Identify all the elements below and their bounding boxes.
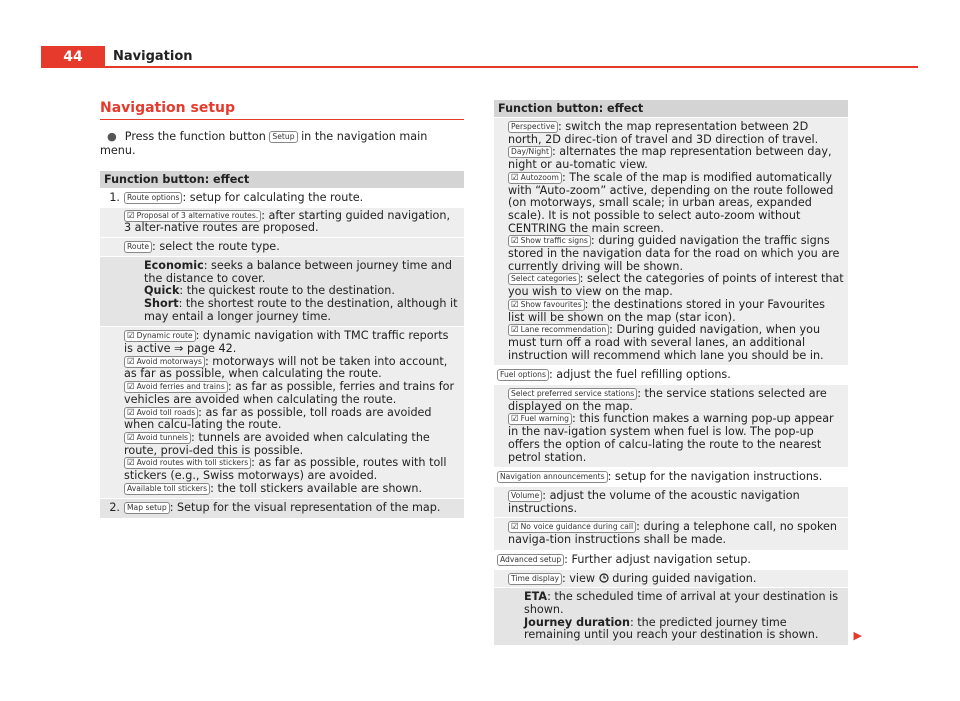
- checkbox-icon: ☑: [511, 299, 519, 310]
- header-rule: [105, 66, 918, 68]
- route-types-row: [100, 256, 464, 327]
- no-voice-row: ☑ No voice guidance during call : during a telephone call, no spoken naviga-tion instructions shall be made.: [494, 517, 848, 549]
- proposal-key: ☑ Proposal of 3 alternative routes.: [124, 210, 261, 222]
- map-setup-row: 2. Map setup : Setup for the visual representation of the map.: [100, 498, 464, 518]
- checkbox-icon: ☑: [511, 325, 519, 336]
- fuel-item: Select preferred service stations : the service stations selected are displayed on the map.: [508, 387, 827, 413]
- checkbox-icon: ☑: [127, 407, 135, 418]
- fuel-options-row: Fuel options : adjust the fuel refilling options.: [494, 365, 848, 384]
- checkbox-icon: ☑: [127, 356, 135, 367]
- avoid-item: Available toll stickers : the toll stickers available are shown.: [124, 483, 460, 496]
- volume-key: Volume: [508, 490, 542, 502]
- journey-duration-item: Journey duration: the predicted journey time remaining until you reach your destination is shown.: [524, 615, 819, 642]
- continue-arrow-icon: ▶: [853, 629, 862, 643]
- advanced-setup-row: Advanced setup : Further adjust navigation setup.: [494, 550, 848, 569]
- checkbox-icon: ☑: [127, 331, 135, 342]
- proposal-row: ☑ Proposal of 3 alternative routes. : after starting guided navigation, 3 alter-native routes are proposed.: [100, 207, 464, 237]
- map-item: Perspective : switch the map representation between 2D north, 2D direc-tion of travel and 3D direction of travel.: [508, 120, 819, 146]
- map-item: ☑ Lane recommendation : During guided navigation, when you must turn off a road with several lanes, an additional instruction will recommend which lane you should be in.: [508, 323, 824, 362]
- checkbox-icon: ☑: [511, 172, 519, 183]
- table-header: Function button: effect: [494, 100, 848, 117]
- avoid-options-row: [100, 326, 464, 498]
- setup-key: Setup: [269, 131, 297, 143]
- left-table: [100, 171, 464, 518]
- time-display-row: Time display : view during guided navigation.: [494, 569, 848, 588]
- checkbox-icon: ☑: [127, 432, 135, 443]
- no-voice-key: ☑ No voice guidance during call: [508, 521, 636, 533]
- checkbox-icon: ☑: [511, 414, 519, 425]
- checkbox-icon: ☑: [511, 522, 519, 533]
- time-display-options-row: [494, 587, 862, 645]
- header-title: Navigation: [113, 49, 193, 64]
- clock-icon: [599, 573, 609, 583]
- checkbox-icon: ☑: [511, 236, 519, 247]
- type-quick: Quick: the quickest route to the destination.: [144, 284, 395, 298]
- avoid-item: ☑ Avoid tunnels : tunnels are avoided when calculating the route, provi-ded this is possible.: [124, 430, 430, 457]
- fuel-options-key: Fuel options: [497, 369, 549, 381]
- route-options-row: 1. Route options : setup for calculating the route.: [100, 188, 464, 207]
- avoid-item: ☑ Avoid motorways : motorways will not be taken into account, as far as possible, when calculating the route.: [124, 354, 448, 381]
- left-column: [100, 100, 464, 518]
- page-number: 44: [63, 49, 83, 65]
- table-header: Function button: effect: [100, 171, 464, 188]
- avoid-item: ☑ Avoid routes with toll stickers : as far as possible, routes with toll stickers (e.g., Swiss motorways) are avoided.: [124, 456, 447, 483]
- time-display-key: Time display: [508, 573, 562, 585]
- map-item: ☑ Show favourites : the destinations stored in your Favourites list will be shown on the map (star icon).: [508, 297, 826, 324]
- intro-bullet: ● Press the function button Setup in the navigation main menu.: [100, 130, 428, 157]
- map-item: ☑ Autozoom : The scale of the map is modified automatically with “Auto-zoom” active, depending on the route followed (on motorways, small scale; in urban areas, expanded scale). It is not possible to select auto-zoom without CENTRING the main screen.: [508, 170, 834, 235]
- type-short: Short: the shortest route to the destination, although it may entail a longer journey time.: [144, 296, 458, 323]
- checkbox-icon: ☑: [127, 382, 135, 393]
- nav-announcements-row: Navigation announcements : setup for the navigation instructions.: [494, 467, 848, 486]
- volume-row: Volume : adjust the volume of the acoustic navigation instructions.: [494, 486, 848, 517]
- checkbox-icon: ☑: [127, 458, 135, 469]
- eta-item: ETA: the scheduled time of arrival at your destination is shown.: [524, 590, 839, 616]
- fuel-items-row: [494, 384, 848, 467]
- map-item: Day/Night : alternates the map representation between day, night or au-tomatic view.: [508, 145, 832, 172]
- type-economic: Economic: seeks a balance between journey time and the distance to cover.: [144, 258, 452, 285]
- avoid-item: ☑ Dynamic route : dynamic navigation with TMC traffic reports is active ⇒ page 42.: [124, 329, 449, 356]
- bullet-dot-icon: ●: [107, 130, 117, 143]
- map-setup-key: Map setup: [124, 502, 170, 514]
- nav-announcements-key: Navigation announcements: [497, 471, 608, 483]
- avoid-item: ☑ Avoid ferries and trains : as far as possible, ferries and trains for vehicles are avoided when calculating the route.: [124, 380, 455, 406]
- fuel-item: ☑ Fuel warning : this function makes a warning pop-up appear in the nav-igation system when fuel is low. The pop-up offers the option of calcu-lating the route to the nearest petrol station.: [508, 412, 834, 464]
- map-item: Select categories : select the categories of points of interest that you wish to view on the map.: [508, 272, 844, 299]
- map-options-row: [494, 117, 848, 365]
- route-type-row: Route : select the route type.: [100, 237, 464, 256]
- route-key: Route: [124, 241, 152, 253]
- checkbox-icon: ☑: [127, 210, 135, 221]
- map-item: ☑ Show traffic signs : during guided navigation the traffic signs stored in the navigation data for the road on which you are currently driving will be shown.: [508, 234, 840, 273]
- avoid-item: ☑ Avoid toll roads : as far as possible, toll roads are avoided when calcu-lating the route.: [124, 405, 432, 432]
- section-title: Navigation setup: [100, 100, 464, 120]
- advanced-setup-key: Advanced setup: [497, 554, 564, 566]
- right-column: [494, 100, 862, 645]
- route-options-key: Route options: [124, 192, 182, 204]
